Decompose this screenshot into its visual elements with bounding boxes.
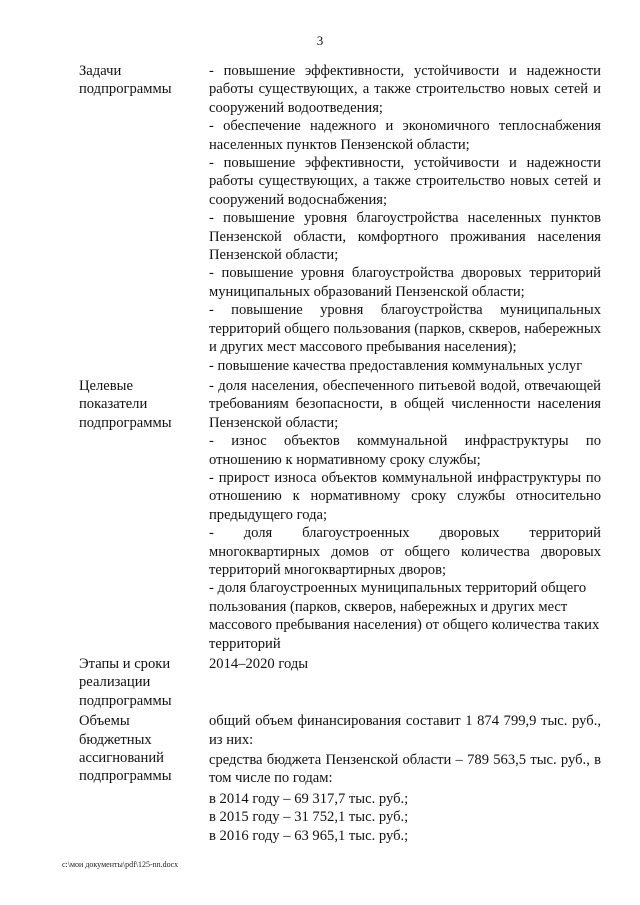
stages-content — [209, 653, 601, 710]
budget-total: общий объем финансирования составит 1 874 799,9 тыс. руб., из них: — [209, 713, 601, 748]
indicators-item: - прирост износа объектов коммунальной инфраструктуры по отношению к нормативному сроку службы относительно предыдущего года; — [209, 469, 601, 523]
budget-regional: средства бюджета Пензенской области – 789 563,5 тыс. руб., в том числе по годам: — [209, 752, 601, 787]
tasks-row — [79, 62, 601, 375]
tasks-item: - повышение эффективности, устойчивости и надежности работы существующих, а также строительство новых сетей и сооружений водоснабжения; — [209, 155, 601, 208]
stages-row — [79, 653, 601, 710]
tasks-item: - повышение уровня благоустройства муниципальных территорий общего пользования (парков, скверов, набережных и других мест массового пребывания населения); — [209, 302, 601, 356]
tasks-item: - обеспечение надежного и экономичного теплоснабжения населенных пунктов Пензенской области; — [209, 118, 601, 153]
tasks-content — [209, 62, 601, 375]
tasks-item: - повышение уровня благоустройства населенных пунктов Пензенской области, комфортного проживания населения Пензенской области; — [209, 210, 601, 264]
tasks-item: - повышение эффективности, устойчивости и надежности работы существующих, а также строительство новых сетей и сооружений водоотведения; — [209, 63, 601, 116]
footer-file-path: c:\мои документы\pdf\125-nn.docx — [62, 860, 179, 869]
budget-year-item: в 2016 году – 63 965,1 тыс. руб.; — [209, 827, 409, 844]
budget-row — [79, 710, 601, 845]
indicators-item: - доля населения, обеспеченного питьевой водой, отвечающей требованиям безопасности, в общей численности населения Пензенской области; — [209, 377, 601, 431]
tasks-item: - повышение уровня благоустройства дворовых территорий муниципальных образований Пензенской области; — [209, 265, 601, 300]
indicators-item: - доля благоустроенных муниципальных территорий общего пользования (парков, скверов, набережных и других мест массового пребывания населения) от общего количества таких территорий — [209, 580, 600, 652]
indicators-label: Целевые показатели подпрограммы — [79, 377, 172, 431]
stages-label: Этапы и сроки реализации подпрограммы — [79, 656, 172, 709]
subprogram-passport-table — [79, 62, 601, 845]
budget-content — [209, 710, 601, 845]
indicators-content — [209, 375, 601, 653]
budget-label: Объемы бюджетных ассигнований подпрограммы — [79, 713, 172, 785]
page-number: 3 — [316, 33, 324, 48]
indicators-item: - доля благоустроенных дворовых территорий многоквартирных домов от общего количества дворовых территорий многоквартирных дворов; — [209, 525, 601, 578]
tasks-item: - повышение качества предоставления коммунальных услуг — [209, 357, 583, 374]
indicators-row — [79, 375, 601, 653]
indicators-item: - износ объектов коммунальной инфраструктуры по отношению к нормативному сроку службы; — [209, 433, 601, 468]
tasks-label: Задачи подпрограммы — [79, 63, 172, 98]
stages-value: 2014–2020 годы — [209, 656, 309, 672]
budget-year-item: в 2015 году – 31 752,1 тыс. руб.; — [209, 809, 409, 826]
budget-year-item: в 2014 году – 69 317,7 тыс. руб.; — [209, 790, 409, 807]
